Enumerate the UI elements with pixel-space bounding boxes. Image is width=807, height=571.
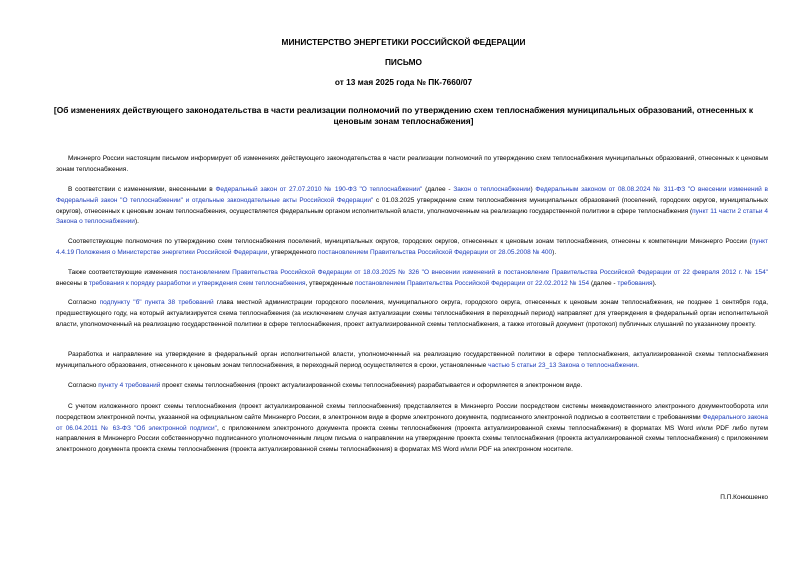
text: С учетом изложенного проект схемы теплоснабжения (проект актуализированной схемы теплоснабжения) представляется в Минэнерго России посредством системы межведомственного электронного документооборота или посредством электронной почты, указанной на официальном сайте Минэнерго России, в электронном виде в форме электронного документа, подписанного электронной подписью в соответствии с требованиями bbox=[56, 403, 768, 421]
text: глава местной администрации городского поселения, муниципального округа, городского округа, отнесенных к ценовым зонам теплоснабжения, не позднее 1 сентября года, предшествующего году, на который актуализируется схема теплоснабжения (за исключением случая актуализации схемы теплоснабжения в переходный период) направляет для утверждения в федеральный орган исполнительной власти, уполномоченный на реализацию государственной политики в сфере теплоснабжения, проект актуализированной схемы теплоснабжения, а также итоговый документ (протокол) публичных слушаний по указанному проекту. bbox=[56, 299, 769, 328]
paragraph-5 bbox=[56, 298, 768, 330]
text: внесены в bbox=[56, 279, 89, 287]
text: . bbox=[637, 361, 639, 369]
text: Также соответствующие изменения bbox=[68, 269, 180, 276]
paragraph-3 bbox=[56, 237, 768, 259]
text: Разработка и направление на утверждение в федеральный орган исполнительной власти, уполномоченный на реализацию государственной политики в сфере теплоснабжения, актуализированной схемы теплоснабжения муниципального образования, отнесенного к ценовым зонам теплоснабжения, в переходный период осуществляется в сроки, установленные bbox=[56, 351, 768, 369]
text: ) bbox=[530, 186, 536, 193]
text: ). bbox=[652, 279, 657, 287]
paragraph-2 bbox=[56, 185, 768, 228]
text: (далее - bbox=[422, 186, 454, 193]
link-subparagraph-b-38[interactable]: подпункту "б" пункта 38 требований bbox=[99, 299, 214, 306]
text: ). bbox=[134, 218, 139, 226]
law-link-190fz[interactable]: Федеральный закон от 27.07.2010 № 190-ФЗ "О теплоснабжении" bbox=[215, 186, 423, 193]
link-requirements-procedure[interactable]: требования к порядку разработки и утверждения схем теплоснабжения bbox=[88, 279, 306, 287]
text: , с приложением электронного документа проекта схемы теплоснабжения (проекта актуализированной схемы теплоснабжения) в форматах MS Word и/или PDF либо путем направления в Минэнерго России собственноручно подписанного уполномоченным лицом письма о направлении на утверждение проекта схемы теплоснабжения (проекта актуализированной схемы теплоснабжения) с приложением электронного документа проекта схемы теплоснабжения (проекта актуализированной схемы теплоснабжения) в форматах MS Word и/или PDF на электронном носителе. bbox=[56, 424, 768, 454]
text: Минэнерго России настоящим письмом информирует об изменениях действующего законодательства в части реализации полномочий по утверждению схем теплоснабжения муниципальных образований, отнесенных к ценовым зонам теплоснабжения. bbox=[56, 155, 768, 173]
text: проект схемы теплоснабжения (проект актуализированной схемы теплоснабжения) разрабатывается и оформляется в электронном виде. bbox=[160, 382, 583, 389]
paragraph-7 bbox=[56, 381, 768, 392]
document-type: ПИСЬМО bbox=[384, 57, 423, 67]
signature: П.П.Конюшенко bbox=[720, 494, 768, 501]
paragraph-4 bbox=[56, 268, 768, 290]
link-ministry-regulation[interactable]: пункт 4.4.19 Положения о Министерстве энергетики Российской Федерации bbox=[56, 238, 768, 256]
paragraph-1 bbox=[56, 154, 768, 176]
link-63fz-e-signature[interactable]: Федерального закона от 06.04.2011 № 63-ФЗ "Об электронной подписи" bbox=[56, 413, 768, 432]
text: ). bbox=[552, 248, 557, 256]
text: (далее - bbox=[589, 279, 618, 287]
paragraph-8 bbox=[56, 402, 768, 456]
link-resolution-154[interactable]: постановлением Правительства Российской Федерации от 22.02.2012 № 154 bbox=[355, 279, 590, 287]
law-link-311fz[interactable]: Федеральным законом от 08.08.2024 № 311-ФЗ "О внесении изменений в Федеральный закон "О теплоснабжении" и отдельные законодательные акты Российской Федерации" bbox=[56, 186, 768, 204]
document-subject: [Об изменениях действующего законодательства в части реализации полномочий по утверждению схем теплоснабжения муниципальных образований, отнесенных к ценовым зонам теплоснабжения] bbox=[53, 105, 754, 126]
text: Согласно bbox=[68, 299, 100, 306]
link-requirements[interactable]: требования bbox=[617, 279, 653, 287]
text: , утвержденные bbox=[305, 279, 356, 287]
link-point-4-requirements[interactable]: пункту 4 требований bbox=[98, 382, 161, 389]
link-resolution-326[interactable]: постановлением Правительства Российской Федерации от 18.03.2025 № 326 "О внесении изменений в постановление Правительства Российской Федерации от 22 февраля 2012 г. № 154" bbox=[179, 269, 768, 276]
ministry-title: МИНИСТЕРСТВО ЭНЕРГЕТИКИ РОССИЙСКОЙ ФЕДЕРАЦИИ bbox=[281, 37, 526, 47]
document-date-number: от 13 мая 2025 года № ПК-7660/07 bbox=[334, 77, 473, 87]
text: Соответствующие полномочия по утверждению схем теплоснабжения поселений, муниципальных округов, городских округов, отнесенных к ценовым зонам теплоснабжения, отнесены к компетенции Минэнерго России ( bbox=[68, 238, 752, 245]
link-resolution-400[interactable]: постановлением Правительства Российской Федерации от 28.05.2008 № 400 bbox=[318, 248, 553, 256]
text: Согласно bbox=[68, 382, 99, 389]
text: с 01.03.2025 утверждение схем теплоснабжения муниципальных образований (поселений, городских округов, муниципальных округов), отнесенных к ценовым зонам теплоснабжения, осуществляется федеральным органом исполнительной власти, уполномоченным на реализацию государственной политики в сфере теплоснабжения ( bbox=[56, 196, 768, 215]
text: , утвержденного bbox=[267, 248, 319, 256]
law-link-article-4[interactable]: пункт 11 части 2 статьи 4 Закона о теплоснабжении bbox=[56, 207, 768, 226]
law-link-heat-supply[interactable]: Закон о теплоснабжении bbox=[453, 186, 531, 193]
link-article-23-13[interactable]: частью 5 статьи 23_13 Закона о теплоснабжении bbox=[488, 361, 638, 369]
paragraph-6 bbox=[56, 350, 768, 372]
text: В соответствии с изменениями, внесенными в bbox=[68, 186, 216, 193]
